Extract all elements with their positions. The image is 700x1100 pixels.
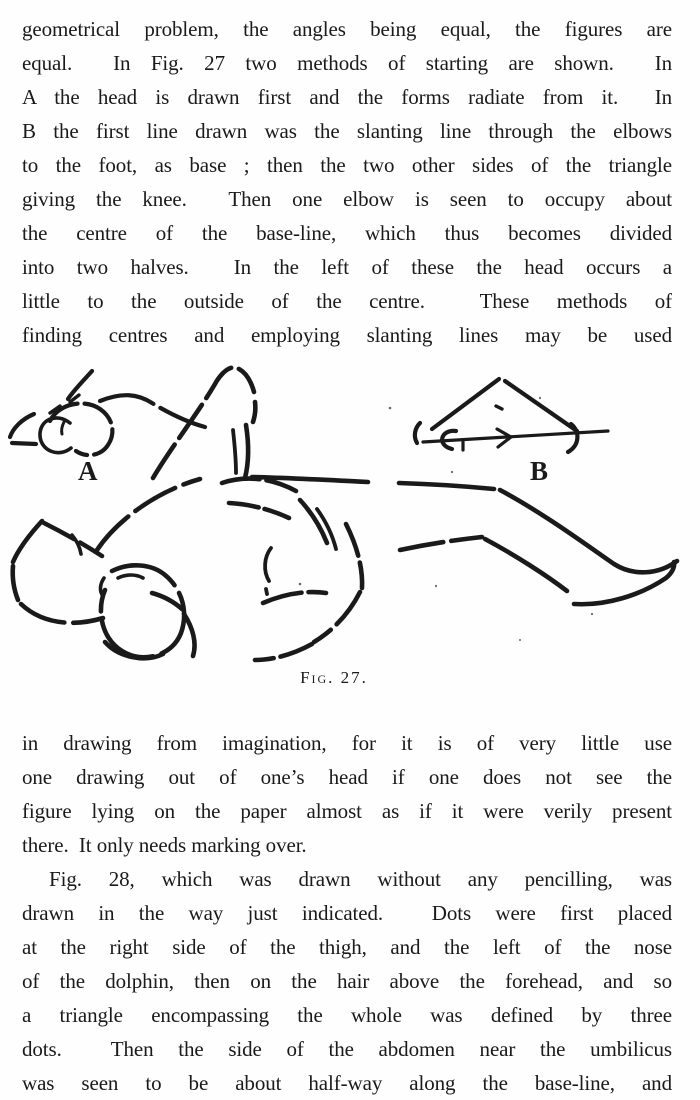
- text-line: Fig. 28, which was drawn without any pencilling, was: [49, 867, 672, 891]
- sketch-stroke: [184, 614, 195, 656]
- text-line: drawn in the way just indicated. Dots were first placed: [22, 901, 672, 925]
- sketch-stroke: [13, 521, 42, 562]
- sketch-stroke: [314, 592, 360, 642]
- sketch-stroke: [245, 425, 248, 478]
- sketch-stroke: [21, 604, 103, 623]
- text-line: a triangle encompassing the whole was defined by three: [22, 1003, 672, 1027]
- sketch-stroke: [346, 524, 362, 588]
- sketch-stroke: [255, 644, 312, 660]
- text-line: equal. In Fig. 27 two methods of starting are shown. In: [22, 51, 672, 75]
- text-line: A the head is drawn first and the forms radiate from it. In: [22, 85, 672, 109]
- text-line: giving the knee. Then one elbow is seen to occupy about: [22, 187, 672, 211]
- sketch-stroke: [485, 539, 567, 591]
- sketch-stroke: [233, 430, 236, 473]
- sketch-stroke: [500, 490, 677, 572]
- sketch-stroke: [44, 523, 102, 556]
- text-line: geometrical problem, the angles being equal, the figures are: [22, 17, 672, 41]
- text-line: was seen to be about half-way along the base-line, and: [22, 1071, 672, 1095]
- sketch-stroke: [229, 503, 289, 518]
- sketch-stroke: [400, 537, 482, 550]
- paragraph-2: [22, 726, 672, 862]
- fig-27-sketch: [0, 352, 700, 664]
- text-line: one drawing out of one’s head if one does not see the: [22, 765, 672, 789]
- figure-27: [0, 352, 700, 664]
- paragraph-1: [22, 12, 672, 352]
- text-line: B the first line drawn was the slanting line through the elbows: [22, 119, 672, 143]
- text-line: there. It only needs marking over.: [22, 833, 307, 857]
- sketch-stroke: [12, 443, 36, 444]
- text-line: figure lying on the paper almost as if it were verily present: [22, 799, 672, 823]
- reclining-figure-group: [13, 367, 677, 660]
- sketch-stroke: [40, 418, 71, 453]
- sketch-stroke: [13, 566, 18, 600]
- sketch-b-label: B: [530, 456, 549, 486]
- text-line: into two halves. In the left of these the head occurs a: [22, 255, 672, 279]
- text-line: dots. Then the side of the abdomen near the umbilicus: [22, 1037, 672, 1061]
- text-line: finding centres and employing slanting lines may be used: [22, 323, 672, 347]
- text-line: of the dolphin, then on the hair above the forehead, and so: [22, 969, 672, 993]
- sketch-stroke: [118, 575, 143, 578]
- sketch-stroke: [50, 403, 112, 455]
- sketch-stroke: [10, 414, 34, 437]
- figure-caption: Fig. 27.: [300, 668, 368, 687]
- sketch-stroke: [265, 548, 271, 581]
- sketch-stroke: [263, 592, 326, 603]
- sketch-stroke: [253, 402, 255, 422]
- sketch-stroke: [399, 483, 494, 489]
- sketch-a-label: A: [78, 456, 98, 486]
- sketch-a-group: [10, 371, 205, 486]
- text-line: the centre of the base-line, which thus becomes divided: [22, 221, 672, 245]
- sketch-stroke: [97, 479, 200, 550]
- paragraph-3: [22, 862, 672, 1100]
- sketch-b-group: [415, 379, 608, 486]
- sketch-stroke: [152, 593, 182, 609]
- sketch-stroke: [153, 367, 254, 478]
- sketch-stroke: [496, 406, 502, 409]
- sketch-stroke: [505, 381, 577, 431]
- text-line: at the right side of the thigh, and the left of the nose: [22, 935, 672, 959]
- sketch-stroke: [62, 422, 64, 434]
- text-line: little to the outside of the centre. These methods of: [22, 289, 672, 313]
- text-line: to the foot, as base ; then the two other sides of the triangle: [22, 153, 672, 177]
- sketch-stroke: [266, 589, 267, 594]
- sketch-stroke: [415, 423, 420, 443]
- sketch-stroke: [432, 379, 499, 429]
- text-line: in drawing from imagination, for it is of very little use: [22, 731, 672, 755]
- sketch-stroke: [222, 479, 296, 491]
- sketch-stroke: [72, 535, 81, 554]
